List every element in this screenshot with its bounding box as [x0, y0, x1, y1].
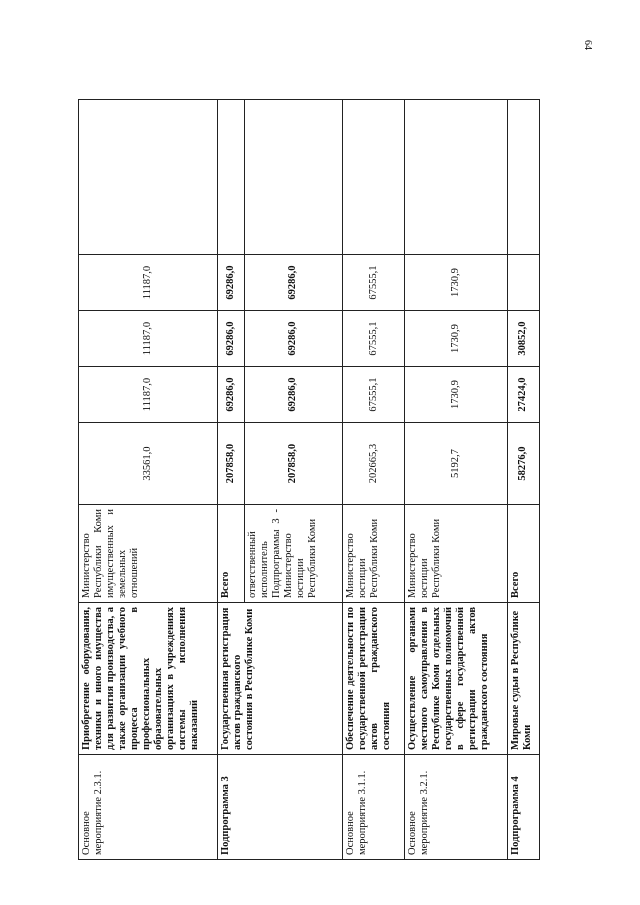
value-cell: 11187,0 — [79, 311, 218, 367]
row-executor-total: Всего — [218, 505, 245, 603]
empty-cell — [507, 100, 539, 255]
table-row — [507, 100, 539, 860]
value-cell — [507, 255, 539, 311]
value-cell: 67555,1 — [342, 255, 404, 311]
value-cell: 11187,0 — [79, 255, 218, 311]
value-cell: 207858,0 — [244, 423, 342, 505]
empty-cell — [218, 100, 245, 255]
value-cell: 207858,0 — [218, 423, 245, 505]
value-cell: 1730,9 — [405, 255, 507, 311]
empty-cell — [244, 100, 342, 255]
value-cell: 69286,0 — [218, 255, 245, 311]
value-cell: 58276,0 — [507, 423, 539, 505]
row-executor-responsible: ответственный исполнитель Подпрограммы 3 - Министерство юстиции Республики Коми — [244, 505, 342, 603]
table-row — [79, 100, 218, 860]
row-executor: Министерство Республики Коми имущественных и земельных отношений — [79, 505, 218, 603]
row-name: Государственная регистрация актов гражданского состояния в Республике Коми — [218, 603, 343, 755]
row-code: Подпрограмма 4 — [507, 755, 539, 860]
table-row — [405, 100, 507, 860]
row-code: Подпрограмма 3 — [218, 755, 343, 860]
empty-cell — [342, 100, 404, 255]
empty-cell — [79, 100, 218, 255]
empty-cell — [405, 100, 507, 255]
value-cell: 69286,0 — [244, 367, 342, 423]
value-cell: 30852,0 — [507, 311, 539, 367]
value-cell: 33561,0 — [79, 423, 218, 505]
rotated-table-container — [78, 100, 540, 860]
table-row — [218, 100, 245, 860]
value-cell: 69286,0 — [218, 367, 245, 423]
value-cell: 69286,0 — [244, 311, 342, 367]
value-cell: 1730,9 — [405, 311, 507, 367]
value-cell: 69286,0 — [218, 311, 245, 367]
value-cell: 67555,1 — [342, 367, 404, 423]
value-cell: 202665,3 — [342, 423, 404, 505]
row-name: Приобретение оборудования, техники и иного имущества для развития производства, а также организации учебного процесса в профессиональных образовательных организациях в учреждениях системы исполнения наказаний — [79, 603, 218, 755]
row-executor: Министерство юстиции Республики Коми — [342, 505, 404, 603]
row-executor: Всего — [507, 505, 539, 603]
row-code: Основное мероприятие 3.1.1. — [342, 755, 404, 860]
value-cell: 27424,0 — [507, 367, 539, 423]
row-code: Основное мероприятие 2.3.1. — [79, 755, 218, 860]
value-cell: 69286,0 — [244, 255, 342, 311]
row-code: Основное мероприятие 3.2.1. — [405, 755, 507, 860]
row-name: Мировые судьи в Республике Коми — [507, 603, 539, 755]
value-cell: 67555,1 — [342, 311, 404, 367]
page-number: 64 — [582, 40, 593, 50]
row-executor: Министерство юстиции Республики Коми — [405, 505, 507, 603]
value-cell: 5192,7 — [405, 423, 507, 505]
value-cell: 11187,0 — [79, 367, 218, 423]
budget-table — [78, 99, 540, 860]
table-row — [342, 100, 404, 860]
row-name: Осуществление органами местного самоуправления в Республике Коми отдельных государственных полномочий в сфере государственной регистрации актов гражданского состояния — [405, 603, 507, 755]
value-cell: 1730,9 — [405, 367, 507, 423]
row-name: Обеспечение деятельности по государственной регистрации актов гражданского состояния — [342, 603, 404, 755]
